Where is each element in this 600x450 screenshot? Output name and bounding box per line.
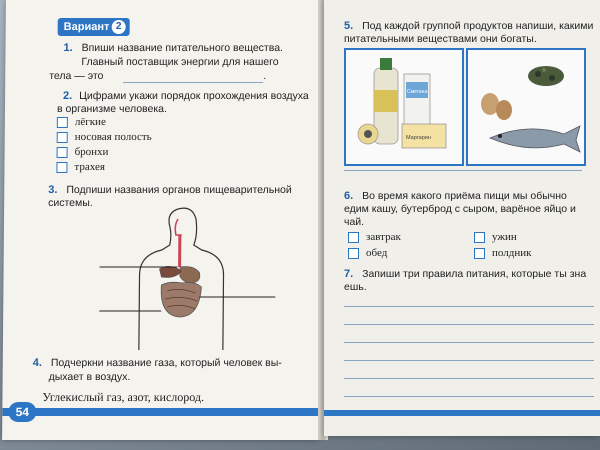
q6-checkbox-dinner[interactable] (474, 232, 485, 243)
q5-text2: питательными веществами они богаты. (344, 33, 537, 45)
q4-number: 4. (32, 357, 42, 369)
q7-answer-line-2[interactable] (344, 324, 594, 325)
q7-answer-line-3[interactable] (344, 342, 594, 343)
q2-text2: в организме человека. (56, 103, 168, 115)
q1-number: 1. (63, 42, 73, 54)
q5-number: 5. (344, 20, 354, 32)
q2-checkbox-2[interactable] (57, 132, 68, 143)
q6-text1: Во время какого приёма пищи мы обычно (362, 190, 567, 202)
q7-text1: Запиши три правила питания, которые ты зна (362, 268, 587, 280)
q2-option-3: бронхи (74, 146, 109, 158)
q2-checkbox-1[interactable] (57, 117, 68, 128)
q6-text3: чай. (344, 216, 365, 228)
q6-checkbox-lunch[interactable] (348, 248, 359, 259)
food-group-1-image (344, 48, 464, 166)
q2-checkbox-3[interactable] (57, 147, 68, 158)
q5-answer-line[interactable] (344, 170, 582, 171)
q6-option-snack: полдник (492, 247, 532, 259)
q7-answer-line-6[interactable] (344, 396, 594, 397)
q5-text1: Под каждой группой продуктов напиши, какими (362, 20, 594, 32)
q1 (63, 42, 283, 55)
q6-text2: едим кашу, бутерброд с сыром, варёное яйцо и (344, 203, 576, 215)
right-footer-band (324, 410, 600, 416)
q7-answer-line-4[interactable] (344, 360, 594, 361)
food-group-2-image (466, 48, 586, 166)
q6-option-dinner: ужин (492, 231, 517, 243)
q7-number: 7. (344, 268, 354, 280)
right-page (324, 0, 600, 436)
q6-option-lunch: обед (366, 247, 388, 259)
q1-text: Впиши название питательного вещества. (81, 42, 284, 54)
q1-answer-line[interactable] (123, 82, 263, 83)
product-label: Сметана (407, 89, 428, 95)
q2 (63, 90, 309, 103)
q7-answer-line-5[interactable] (344, 378, 594, 379)
q6-checkbox-snack[interactable] (474, 248, 485, 259)
left-footer-band (2, 408, 320, 416)
page-number: 54 (8, 402, 36, 422)
q3 (48, 184, 292, 197)
q3-text2: системы. (48, 197, 93, 209)
q7-answer-line-1[interactable] (344, 306, 594, 307)
q1-line1: Главный поставщик энергии для нашего (81, 56, 279, 68)
q4-text2: дыхает в воздух. (48, 371, 131, 383)
q2-checkbox-4[interactable] (56, 162, 67, 173)
q4 (33, 357, 282, 370)
q2-option-2: носовая полость (74, 131, 152, 143)
q3-text1: Подпиши названия органов пищеварительной (66, 184, 292, 196)
q2-number: 2. (63, 90, 73, 102)
q4-text1: Подчеркни название газа, который человек вы- (50, 357, 282, 369)
q7-text2: ешь. (344, 281, 367, 293)
q3-number: 3. (48, 184, 58, 196)
q6 (344, 190, 567, 203)
q2-option-1: лёгкие (74, 116, 106, 128)
q1-line2-end: . (263, 70, 267, 82)
q2-text1: Цифрами укажи порядок прохождения воздуха (79, 90, 309, 102)
margarine-label: Маргарин (406, 135, 431, 141)
variant-number: 2 (112, 20, 126, 34)
q6-checkbox-breakfast[interactable] (348, 232, 359, 243)
left-page (2, 0, 324, 440)
q6-number: 6. (344, 190, 354, 202)
q6-option-breakfast: завтрак (366, 231, 401, 243)
q7 (344, 268, 586, 281)
digestive-system-illustration (99, 205, 280, 350)
variant-label: Вариант (63, 21, 110, 33)
q2-option-4: трахея (74, 161, 106, 173)
variant-badge (58, 18, 130, 36)
q4-answer-options[interactable]: Углекислый газ, азот, кислород. (42, 390, 205, 404)
q1-line2: тела — это (49, 70, 104, 82)
q5 (344, 20, 593, 33)
